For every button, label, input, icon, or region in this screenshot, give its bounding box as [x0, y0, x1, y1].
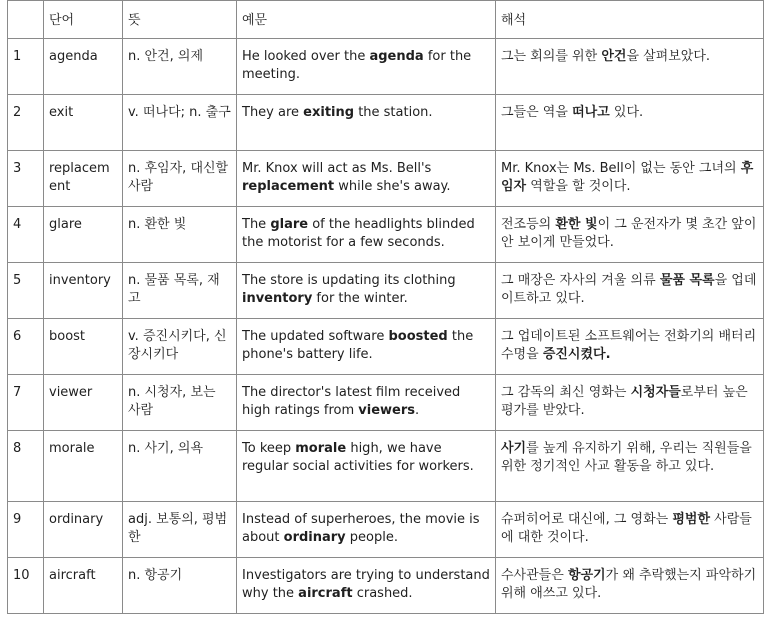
header-row — [8, 1, 764, 39]
translation-pre: 전조등의 — [501, 217, 556, 232]
translation-pre: 그는 회의를 위한 — [501, 49, 602, 64]
row-number: 9 — [8, 502, 44, 558]
table-row — [8, 39, 764, 95]
example-post: the station. — [354, 105, 433, 120]
row-translation — [496, 558, 764, 614]
example-post: people. — [345, 530, 399, 545]
row-translation — [496, 95, 764, 151]
row-example — [237, 263, 496, 319]
example-keyword: glare — [270, 217, 309, 232]
row-number: 6 — [8, 319, 44, 375]
example-keyword: replacement — [242, 179, 335, 194]
row-translation — [496, 375, 764, 431]
row-example — [237, 558, 496, 614]
row-translation — [496, 151, 764, 207]
example-post: for the winter. — [312, 291, 408, 306]
translation-post: 사람들에 대한 것이다. — [501, 512, 752, 545]
translation-keyword: 떠나고 — [572, 105, 610, 120]
example-post: high, we have regular social activities for workers. — [242, 441, 474, 474]
vocab-table — [7, 0, 764, 614]
example-post: for the meeting. — [242, 49, 472, 82]
row-meaning: v. 증진시키다, 신장시키다 — [123, 319, 237, 375]
row-word: viewer — [44, 375, 123, 431]
row-example — [237, 39, 496, 95]
example-pre: The updated software — [242, 329, 389, 344]
translation-keyword: 시청자들 — [630, 385, 681, 400]
row-example — [237, 502, 496, 558]
translation-post: 로부터 높은 평가를 받았다. — [501, 385, 748, 418]
row-word: exit — [44, 95, 123, 151]
row-word: ordinary — [44, 502, 123, 558]
table-row — [8, 151, 764, 207]
row-meaning: n. 후임자, 대신할 사람 — [123, 151, 237, 207]
row-example — [237, 207, 496, 263]
header-example: 예문 — [237, 1, 496, 39]
header-word: 단어 — [44, 1, 123, 39]
row-word: aircraft — [44, 558, 123, 614]
example-keyword: aircraft — [298, 586, 353, 601]
translation-post: 가 왜 추락했는지 파악하기 위해 애쓰고 있다. — [501, 568, 757, 601]
example-pre: Investigators are trying to understand why the — [242, 568, 490, 601]
row-number: 8 — [8, 431, 44, 502]
example-pre: To keep — [242, 441, 296, 456]
row-number: 1 — [8, 39, 44, 95]
translation-pre: 그들은 역을 — [501, 105, 573, 120]
translation-keyword: 안건 — [601, 49, 627, 64]
row-word: morale — [44, 431, 123, 502]
translation-post: 을 업데이트하고 있다. — [501, 273, 757, 306]
row-example — [237, 375, 496, 431]
row-example — [237, 431, 496, 502]
row-meaning: n. 사기, 의욕 — [123, 431, 237, 502]
row-word: inventory — [44, 263, 123, 319]
translation-keyword: 물품 목록 — [659, 273, 715, 288]
row-translation — [496, 207, 764, 263]
example-keyword: inventory — [242, 291, 313, 306]
translation-post: 있다. — [609, 105, 644, 120]
table-row — [8, 558, 764, 614]
example-pre: The director's latest film received high ratings from — [242, 385, 461, 418]
example-post: . — [415, 403, 420, 418]
row-number: 5 — [8, 263, 44, 319]
header-meaning: 뜻 — [123, 1, 237, 39]
row-translation — [496, 502, 764, 558]
example-keyword: viewers — [358, 403, 416, 418]
row-number: 3 — [8, 151, 44, 207]
row-meaning: n. 물품 목록, 재고 — [123, 263, 237, 319]
row-number: 4 — [8, 207, 44, 263]
row-word: replacement — [44, 151, 123, 207]
table-row — [8, 502, 764, 558]
row-meaning: v. 떠나다; n. 출구 — [123, 95, 237, 151]
row-number: 7 — [8, 375, 44, 431]
translation-pre: 수사관들은 — [501, 568, 568, 583]
header-translation: 해석 — [496, 1, 764, 39]
example-keyword: morale — [295, 441, 347, 456]
table-row — [8, 319, 764, 375]
row-translation — [496, 263, 764, 319]
row-translation — [496, 431, 764, 502]
example-keyword: agenda — [369, 49, 424, 64]
example-pre: He looked over the — [242, 49, 370, 64]
translation-pre: 슈퍼히어로 대신에, 그 영화는 — [501, 512, 673, 527]
row-number: 2 — [8, 95, 44, 151]
example-post: of the headlights blinded the motorist for a few seconds. — [242, 217, 475, 250]
row-word: boost — [44, 319, 123, 375]
row-example — [237, 95, 496, 151]
translation-keyword: 후임자 — [501, 161, 754, 194]
header-num — [8, 1, 44, 39]
example-pre: Instead of superheroes, the movie is about — [242, 512, 480, 545]
translation-keyword: 항공기 — [567, 568, 606, 583]
translation-pre: 그 매장은 자사의 겨울 의류 — [501, 273, 660, 288]
table-row — [8, 375, 764, 431]
translation-pre: 그 업데이트된 소프트웨어는 전화기의 배터리 수명을 — [501, 329, 757, 362]
example-keyword: boosted — [388, 329, 448, 344]
table-row — [8, 207, 764, 263]
row-number: 10 — [8, 558, 44, 614]
row-meaning: n. 환한 빛 — [123, 207, 237, 263]
translation-post: 역할을 할 것이다. — [526, 179, 631, 194]
example-post: crashed. — [352, 586, 413, 601]
row-example — [237, 151, 496, 207]
row-word: glare — [44, 207, 123, 263]
translation-pre: 그 감독의 최신 영화는 — [501, 385, 631, 400]
translation-keyword: 평범한 — [672, 512, 711, 527]
translation-keyword: 증진시켰다. — [542, 347, 611, 362]
row-word: agenda — [44, 39, 123, 95]
row-example — [237, 319, 496, 375]
row-translation — [496, 39, 764, 95]
table-row — [8, 431, 764, 502]
row-meaning: n. 안건, 의제 — [123, 39, 237, 95]
translation-post: 을 살펴보았다. — [626, 49, 711, 64]
translation-keyword: 환한 빛 — [555, 217, 598, 232]
example-pre: The store is updating its clothing — [242, 273, 456, 288]
row-translation — [496, 319, 764, 375]
translation-keyword: 사기 — [501, 441, 527, 456]
example-pre: The — [242, 217, 271, 232]
example-post: the phone's battery life. — [242, 329, 474, 362]
example-pre: Mr. Knox will act as Ms. Bell's — [242, 161, 432, 176]
row-meaning: n. 항공기 — [123, 558, 237, 614]
translation-pre: Mr. Knox는 Ms. Bell이 없는 동안 그녀의 — [501, 161, 741, 176]
example-keyword: exiting — [303, 105, 355, 120]
translation-post: 이 그 운전자가 몇 초간 앞이 안 보이게 만들었다. — [501, 217, 757, 250]
example-keyword: ordinary — [283, 530, 346, 545]
example-pre: They are — [242, 105, 304, 120]
example-post: while she's away. — [334, 179, 451, 194]
row-meaning: n. 시청자, 보는 사람 — [123, 375, 237, 431]
translation-post: 를 높게 유지하기 위해, 우리는 직원들을 위한 정기적인 사교 활동을 하고 있다. — [501, 441, 752, 474]
row-meaning: adj. 보통의, 평범한 — [123, 502, 237, 558]
table-row — [8, 95, 764, 151]
table-row — [8, 263, 764, 319]
